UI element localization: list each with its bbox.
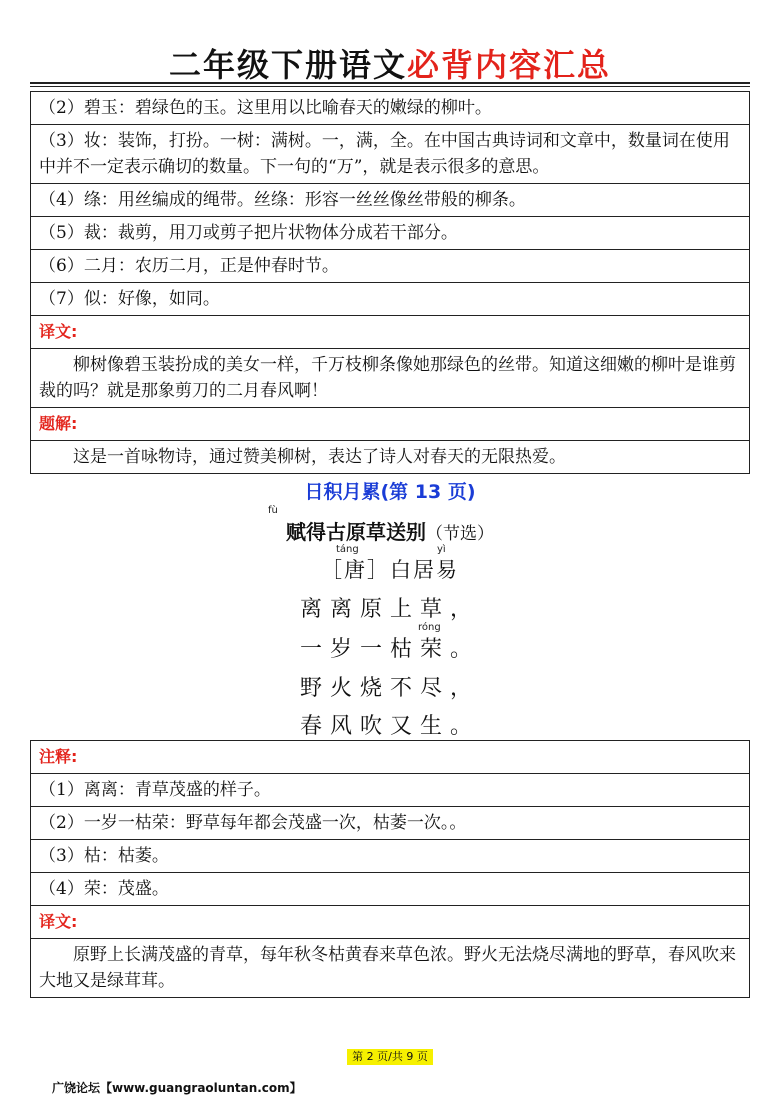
poem-line: [0, 709, 780, 740]
poem-line-text: 一岁一枯荣。: [299, 637, 480, 662]
poem-line-text: 春风吹又生。: [299, 714, 480, 739]
pinyin-fu: fù: [268, 505, 278, 516]
poem-title: [0, 516, 780, 545]
notes-label: 注释:: [31, 741, 749, 774]
note-row: （2）碧玉：碧绿色的玉。这里用以比喻春天的嫩绿的柳叶。: [31, 92, 749, 125]
translation-text: 原野上长满茂盛的青草，每年秋冬枯黄春来草色浓。野火无法烧尽满地的野草，春风吹来大地又是绿茸茸。: [39, 945, 736, 991]
notes-table-2: [30, 740, 750, 998]
translation-label: 译文:: [31, 906, 749, 939]
analysis-text: 这是一首咏物诗，通过赞美柳树，表达了诗人对春天的无限热爱。: [73, 447, 566, 467]
title-black: 二年级下册语文: [168, 46, 407, 84]
translation-text: 柳树像碧玉装扮成的美女一样，千万枝柳条像她那绿色的丝带。知道这细嫩的柳叶是谁剪裁的吗？就是那象剪刀的二月春风啊！: [31, 349, 749, 408]
title-red: 必背内容汇总: [407, 46, 612, 84]
poem-line-text: 离离原上草，: [299, 597, 480, 622]
note-row: （5）裁：裁剪，用刀或剪子把片状物体分成若干部分。: [31, 217, 749, 250]
pinyin-yi: yì: [437, 544, 446, 555]
note-row: （4）绦：用丝编成的绳带。丝绦：形容一丝丝像丝带般的柳条。: [31, 184, 749, 217]
note-row: （7）似：好像，如同。: [31, 283, 749, 316]
pinyin-rong: róng: [418, 622, 441, 633]
translation-label: 译文:: [31, 316, 749, 349]
poem-author: [0, 554, 780, 584]
poem-line: [0, 671, 780, 702]
note-row: （4）荣：茂盛。: [31, 873, 749, 906]
note-row: （3）妆：装饰，打扮。一树：满树。一，满，全。在中国古典诗词和文章中，数量词在使用中并不一定表示确切的数量。下一句的“万”，就是表示很多的意思。: [31, 125, 749, 184]
site-footer: 广饶论坛【www.guangraoluntan.com】: [52, 1081, 302, 1095]
author-dynasty: ［唐］: [321, 558, 390, 582]
note-row: （6）二月：农历二月，正是仲春时节。: [31, 250, 749, 283]
poem-line: [0, 592, 780, 623]
poem-line: [0, 632, 780, 663]
note-row: （2）一岁一枯荣：野草每年都会茂盛一次，枯萎一次。。: [31, 807, 749, 840]
poem-line-text: 野火烧不尽，: [299, 676, 480, 701]
section-heading: [0, 477, 780, 504]
title-divider-thin: [30, 86, 750, 87]
page-indicator: 第 2 页/共 9 页: [347, 1049, 433, 1065]
note-row: （1）离离：青草茂盛的样子。: [31, 774, 749, 807]
author-name: 白居易: [390, 558, 459, 582]
page-title: [0, 40, 780, 86]
note-row: （3）枯：枯萎。: [31, 840, 749, 873]
poem-title-sub: （节选）: [426, 524, 494, 544]
analysis-label: 题解:: [31, 408, 749, 441]
section-heading-text: 日积月累(第 13 页): [304, 481, 476, 503]
title-divider: [30, 82, 750, 84]
pinyin-tang: táng: [336, 544, 359, 555]
notes-table-1: [30, 91, 750, 474]
poem-title-text: 赋得古原草送别: [286, 520, 426, 544]
